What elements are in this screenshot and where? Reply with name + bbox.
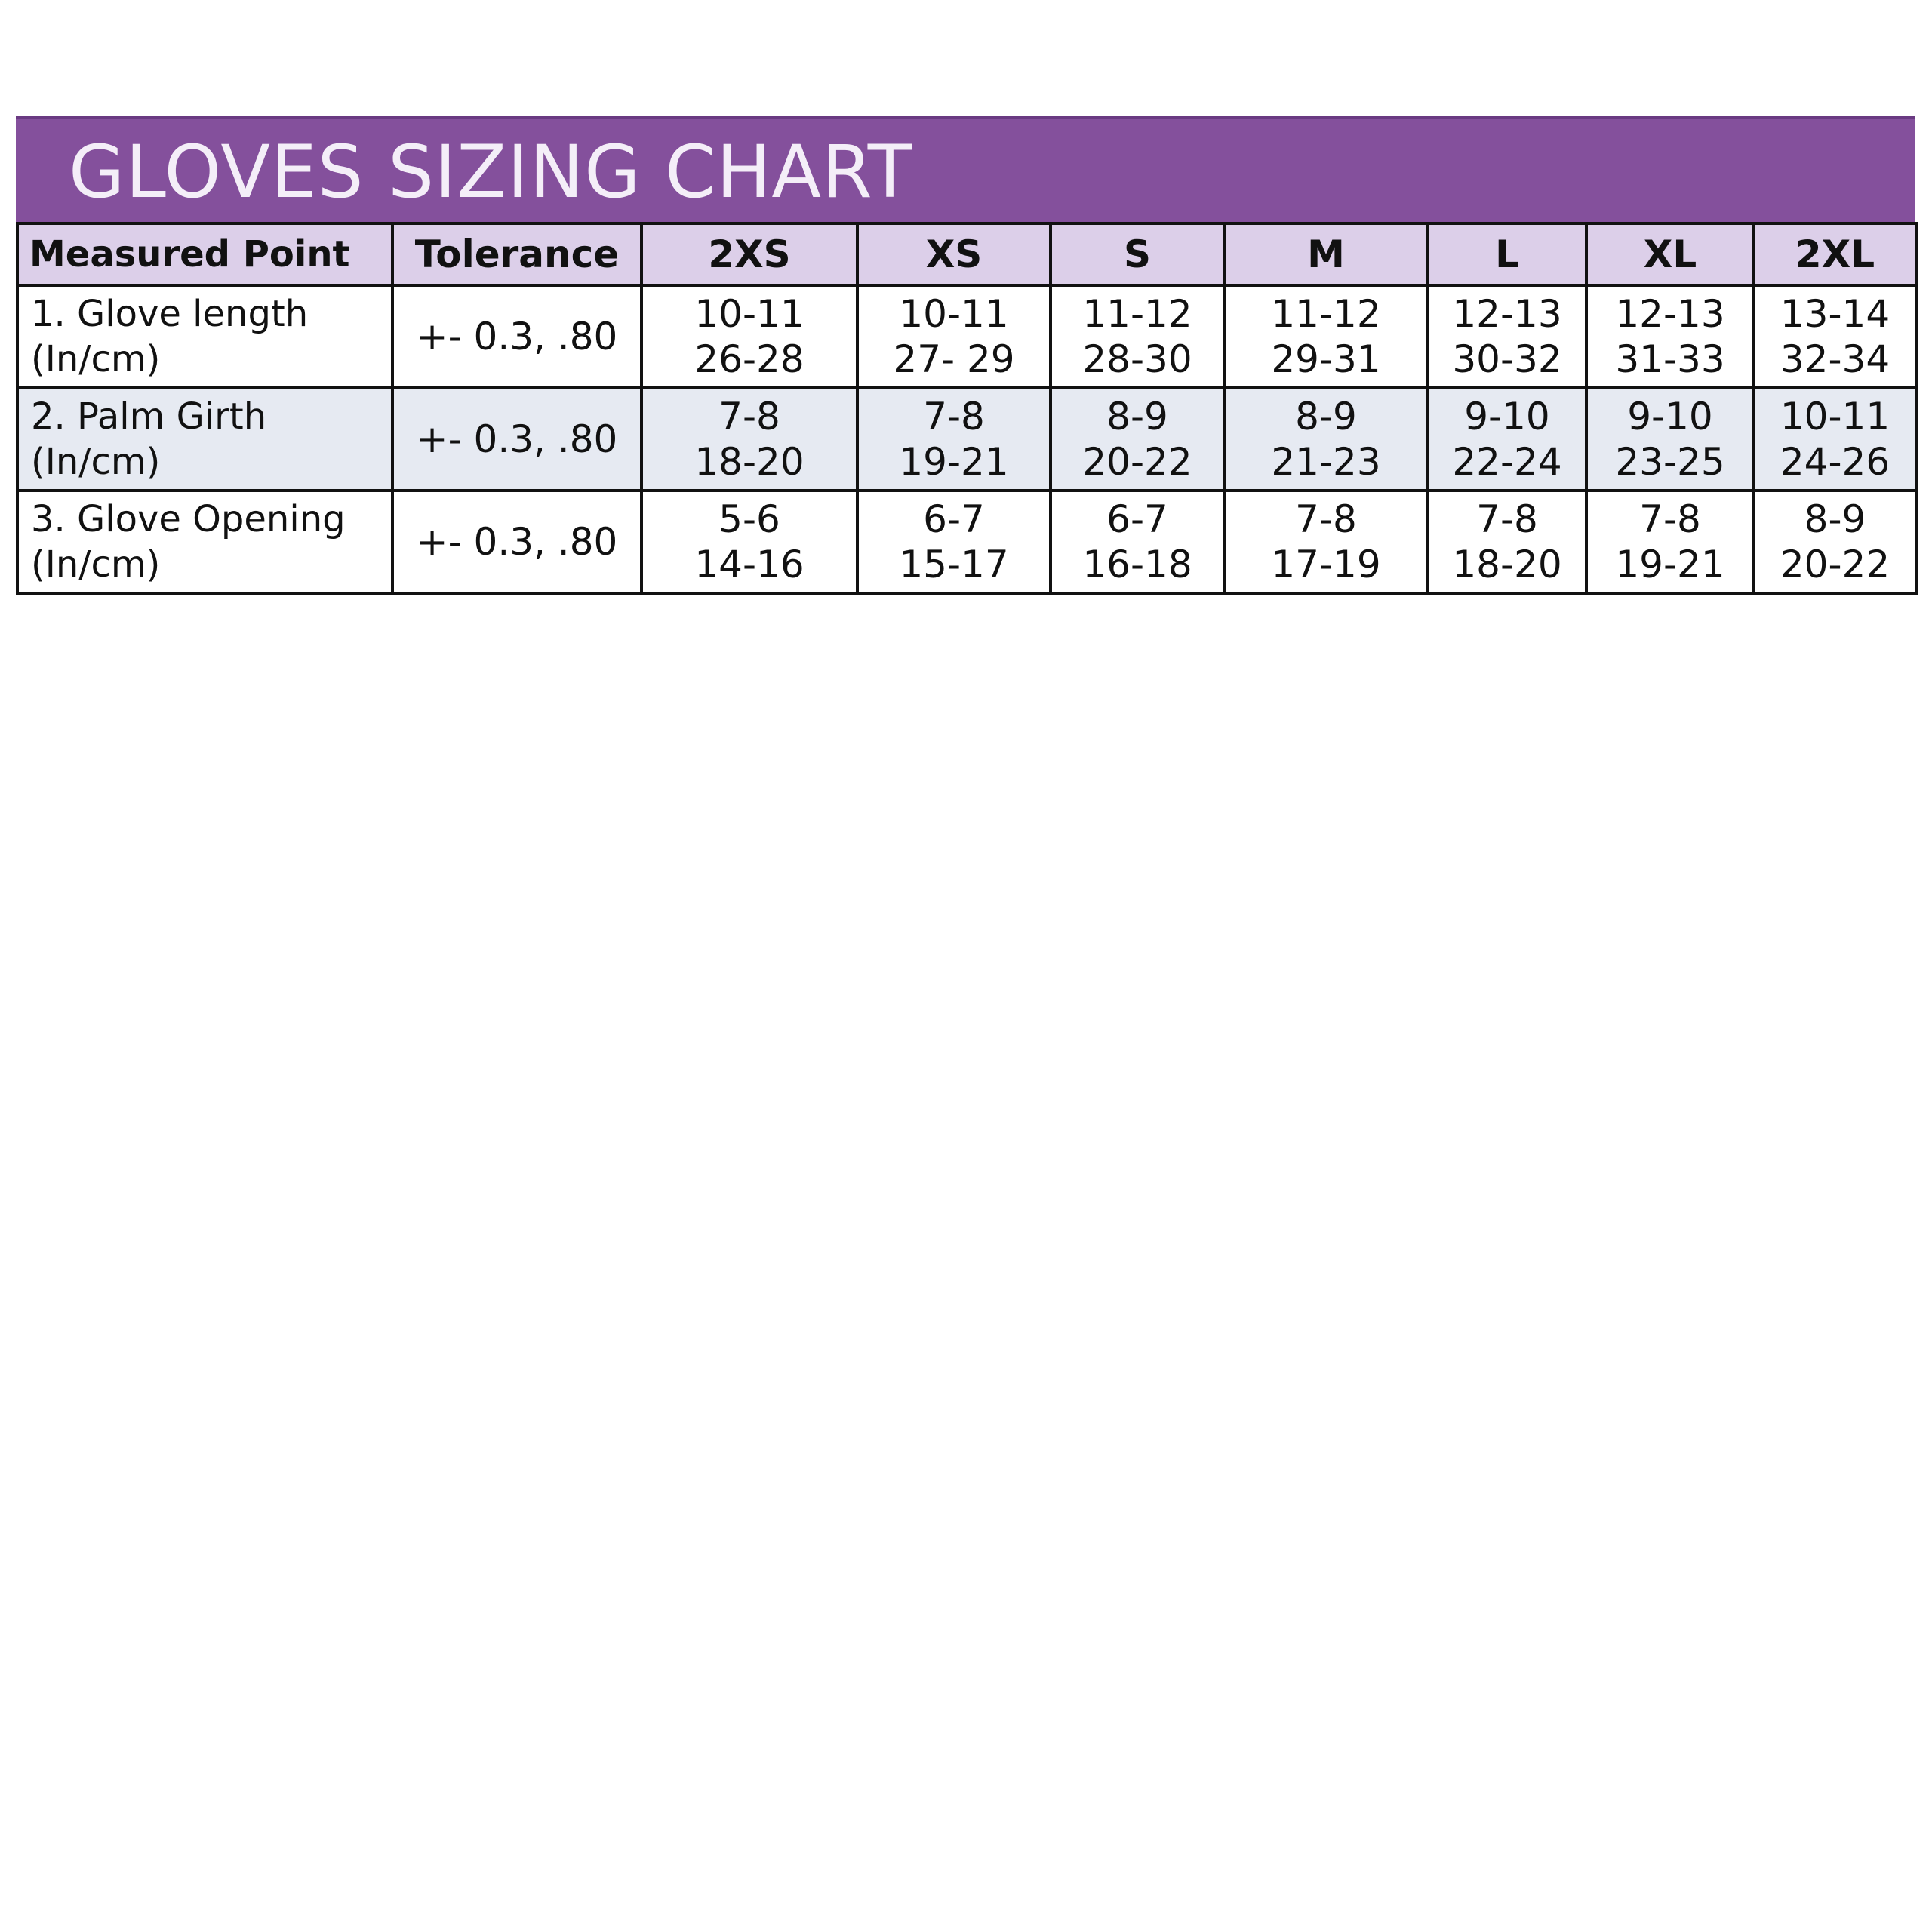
header-row	[17, 223, 1916, 285]
size-inches: 8-9	[1106, 395, 1168, 438]
measured-point-name: 1. Glove length	[31, 293, 309, 335]
size-inches: 10-11	[694, 292, 804, 336]
header-cell-2xs: 2XS	[641, 223, 857, 285]
size-inches: 9-10	[1464, 395, 1550, 438]
size-inches: 7-8	[1476, 497, 1538, 541]
title-bar	[16, 116, 1915, 222]
size-cm: 23-25	[1615, 440, 1725, 484]
size-cm: 24-26	[1780, 440, 1890, 484]
header-cell-tolerance: Tolerance	[392, 223, 641, 285]
size-cm: 18-20	[1452, 543, 1562, 586]
header-cell-m: M	[1224, 223, 1428, 285]
size-inches: 8-9	[1295, 395, 1357, 438]
size-cm: 18-20	[694, 440, 804, 484]
size-inches: 5-6	[718, 497, 780, 541]
header-cell-xl: XL	[1586, 223, 1754, 285]
size-inches: 8-9	[1804, 497, 1866, 541]
size-cell	[1586, 285, 1754, 388]
table-row	[17, 388, 1916, 491]
measured-point-cell	[17, 285, 392, 388]
chart-title: GLOVES SIZING CHART	[69, 130, 913, 214]
size-inches: 10-11	[899, 292, 1009, 336]
size-cell	[857, 285, 1051, 388]
measured-point-name: 2. Palm Girth	[31, 395, 267, 438]
measured-point-cell	[17, 491, 392, 593]
size-inches: 11-12	[1271, 292, 1381, 336]
size-cell	[1754, 285, 1916, 388]
size-cm: 19-21	[899, 440, 1009, 484]
size-cell	[1051, 388, 1224, 491]
measured-point-unit: (In/cm)	[31, 338, 161, 380]
size-inches: 12-13	[1452, 292, 1562, 336]
size-cell	[641, 388, 857, 491]
size-cm: 20-22	[1780, 543, 1890, 586]
size-cell	[641, 491, 857, 593]
size-cell	[1586, 491, 1754, 593]
size-cm: 17-19	[1271, 543, 1381, 586]
sizing-table	[16, 222, 1918, 595]
measured-point-cell	[17, 388, 392, 491]
size-inches: 9-10	[1627, 395, 1713, 438]
size-inches: 7-8	[923, 395, 985, 438]
size-inches: 10-11	[1780, 395, 1890, 438]
size-cell	[1754, 388, 1916, 491]
size-cell	[1051, 285, 1224, 388]
size-inches: 13-14	[1780, 292, 1890, 336]
size-cm: 29-31	[1271, 337, 1381, 381]
tolerance-cell: +- 0.3, .80	[392, 285, 641, 388]
size-inches: 7-8	[1639, 497, 1701, 541]
size-cell	[1586, 388, 1754, 491]
size-inches: 6-7	[1106, 497, 1168, 541]
size-inches: 6-7	[923, 497, 985, 541]
header-cell-s: S	[1051, 223, 1224, 285]
size-cm: 28-30	[1082, 337, 1192, 381]
size-inches: 7-8	[1295, 497, 1357, 541]
table-row	[17, 285, 1916, 388]
size-cm: 20-22	[1082, 440, 1192, 484]
size-inches: 11-12	[1082, 292, 1192, 336]
size-cell	[1224, 388, 1428, 491]
size-cell	[1754, 491, 1916, 593]
size-cm: 15-17	[899, 543, 1009, 586]
measured-point-unit: (In/cm)	[31, 543, 161, 586]
size-cm: 31-33	[1615, 337, 1725, 381]
size-cell	[1224, 285, 1428, 388]
size-cm: 26-28	[694, 337, 804, 381]
size-cell	[1051, 491, 1224, 593]
size-cell	[1224, 491, 1428, 593]
header-cell-2xl: 2XL	[1754, 223, 1916, 285]
size-cell	[641, 285, 857, 388]
size-cm: 27- 29	[893, 337, 1015, 381]
size-cell	[857, 388, 1051, 491]
size-cm: 21-23	[1271, 440, 1381, 484]
size-inches: 12-13	[1615, 292, 1725, 336]
measured-point-unit: (In/cm)	[31, 441, 161, 483]
header-cell-l: L	[1428, 223, 1586, 285]
size-cm: 32-34	[1780, 337, 1890, 381]
size-cell	[1428, 388, 1586, 491]
tolerance-cell: +- 0.3, .80	[392, 491, 641, 593]
table-row	[17, 491, 1916, 593]
measured-point-name: 3. Glove Opening	[31, 498, 346, 540]
size-cell	[857, 491, 1051, 593]
size-cm: 19-21	[1615, 543, 1725, 586]
size-cell	[1428, 285, 1586, 388]
header-cell-measured-point: Measured Point	[17, 223, 392, 285]
size-cm: 14-16	[694, 543, 804, 586]
size-cm: 22-24	[1452, 440, 1562, 484]
size-cell	[1428, 491, 1586, 593]
sizing-chart	[16, 116, 1915, 595]
size-inches: 7-8	[718, 395, 780, 438]
size-cm: 16-18	[1082, 543, 1192, 586]
header-cell-xs: XS	[857, 223, 1051, 285]
size-cm: 30-32	[1452, 337, 1562, 381]
tolerance-cell: +- 0.3, .80	[392, 388, 641, 491]
